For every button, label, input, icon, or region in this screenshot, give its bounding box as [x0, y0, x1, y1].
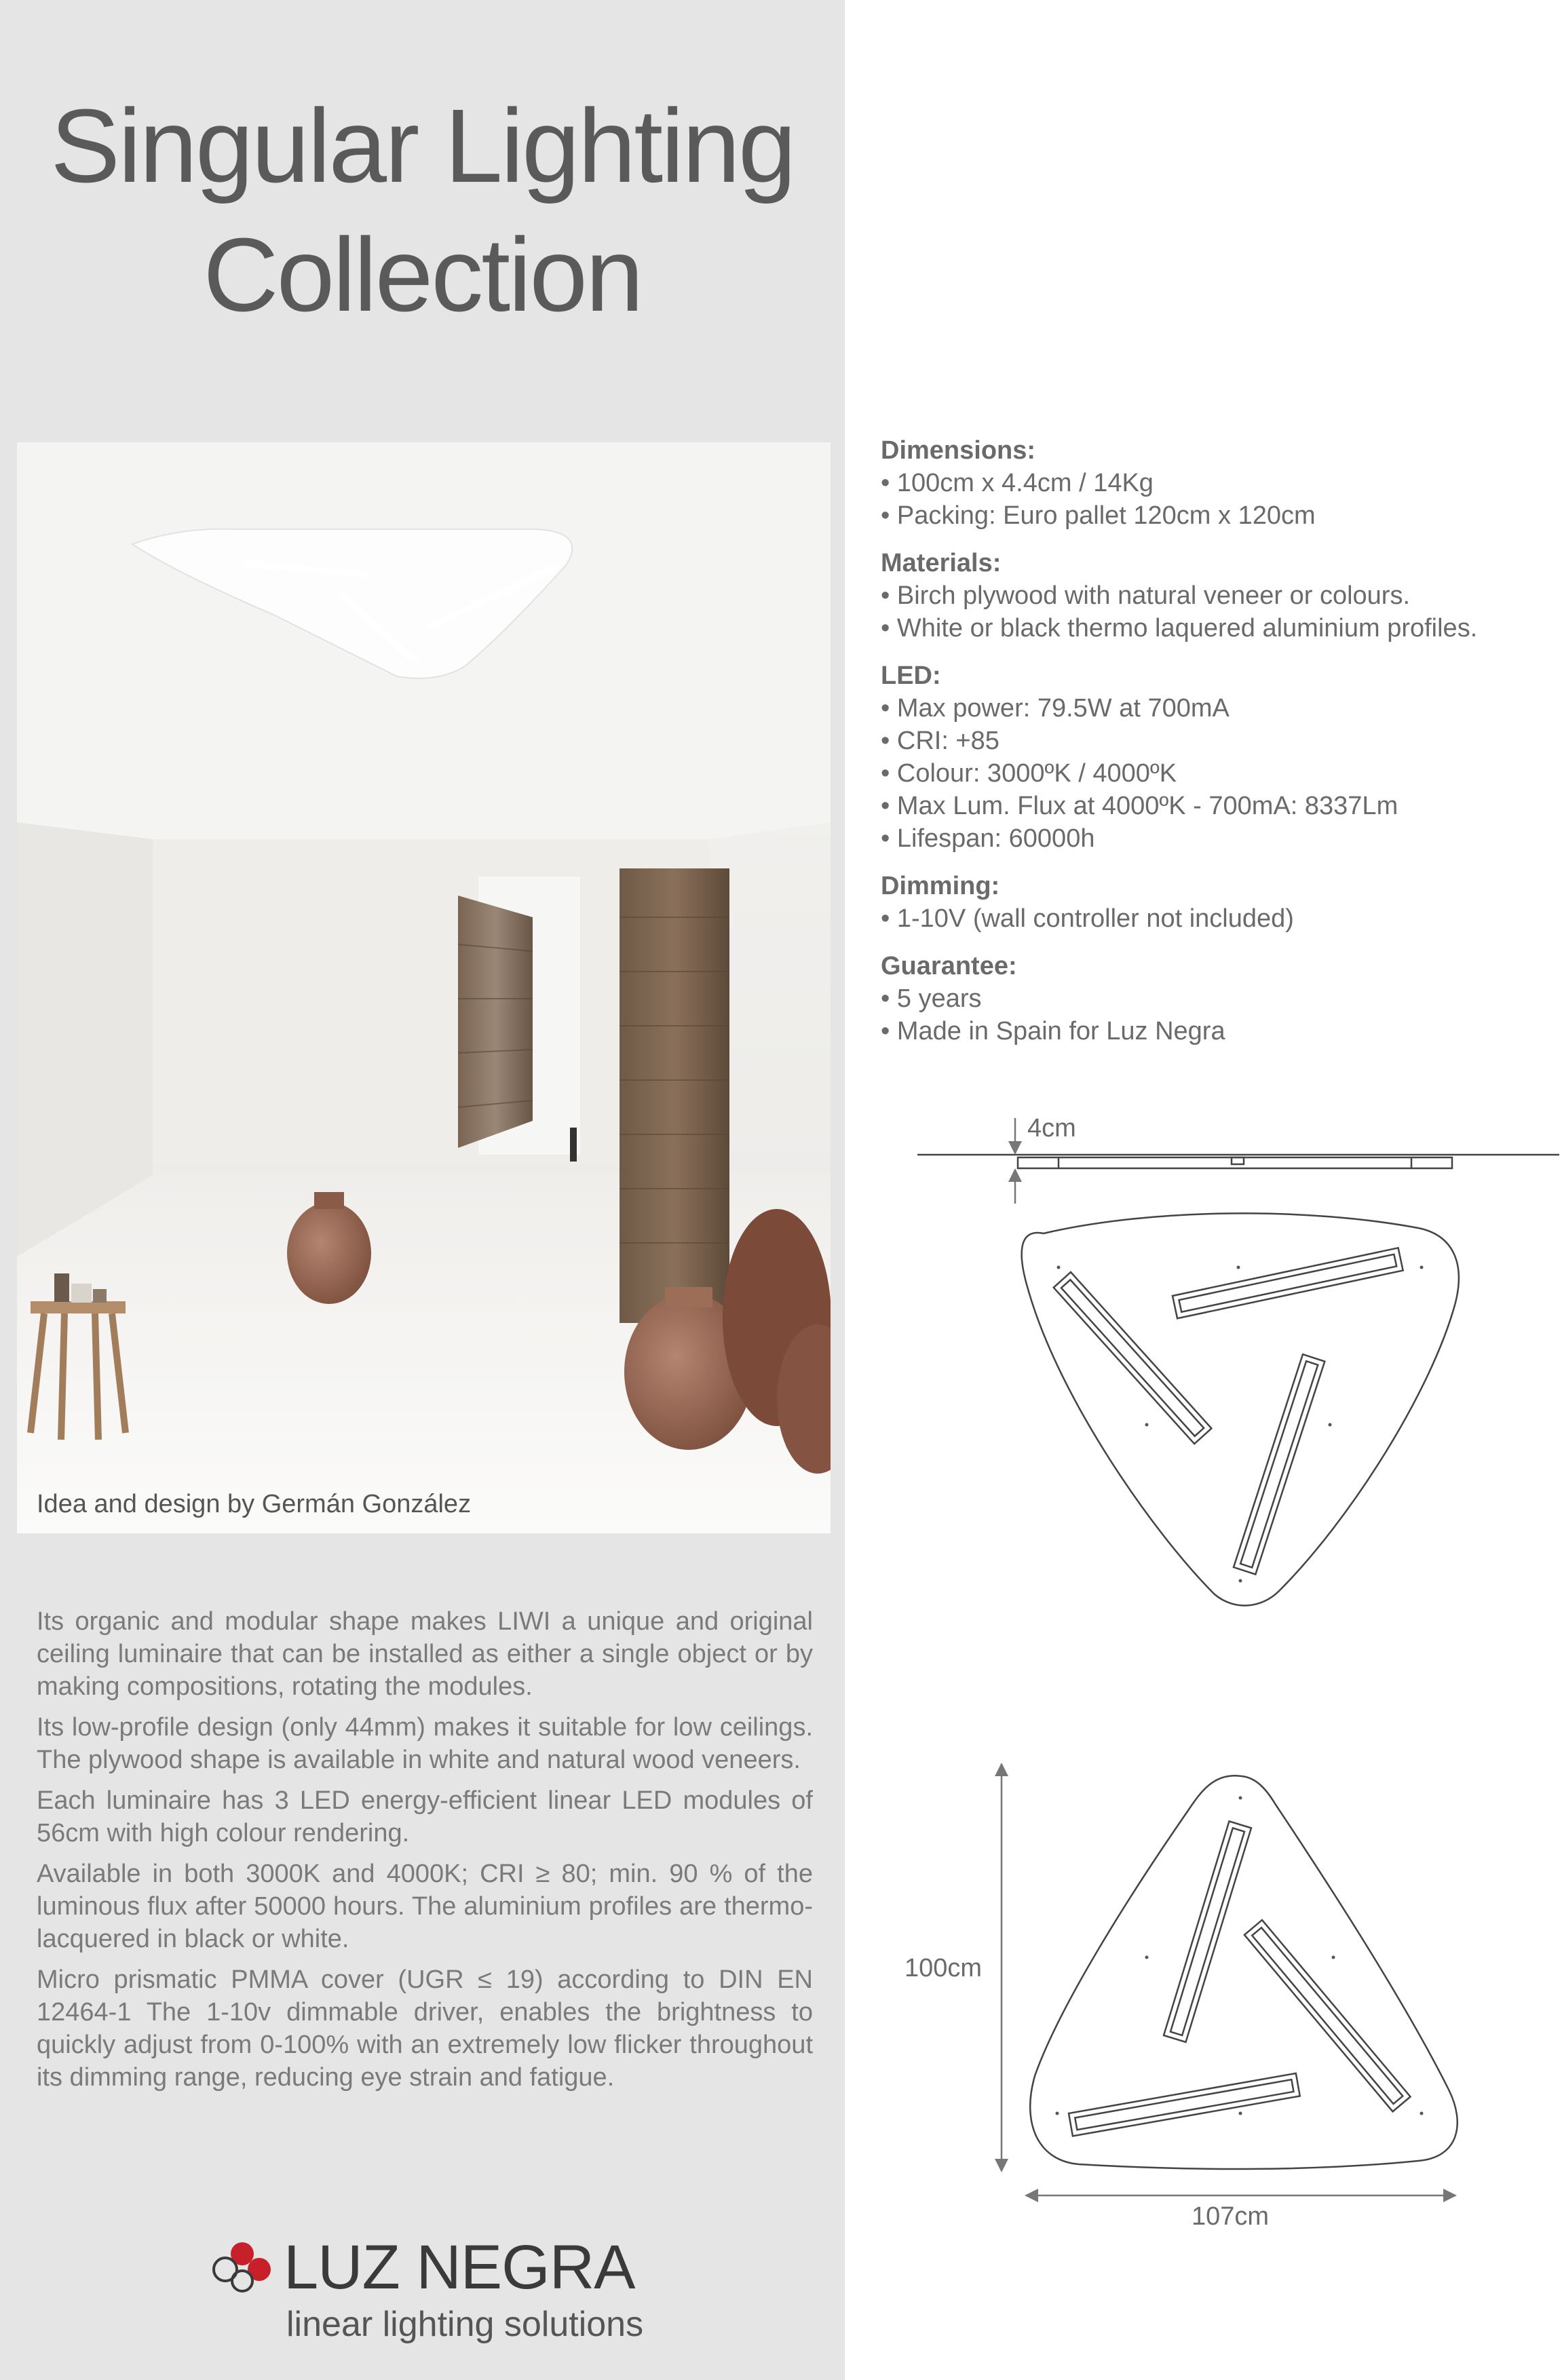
description-paragraph: Its low-profile design (only 44mm) makes it suitable for low ceilings. The plywood shape is available in white and natural wood veneers.: [37, 1713, 813, 1774]
logo-name: LUZ NEGRA: [284, 2233, 635, 2302]
title-line-1: Singular Lighting: [50, 88, 795, 204]
description-paragraph: Available in both 3000K and 4000K; CRI ≥ 80; min. 90 % of the luminous flux after 50000 hours. The aluminium profiles are thermo-lacquered in black or white.: [37, 1860, 813, 1953]
spec-heading: Dimming:: [881, 872, 1000, 900]
spec-item: • Packing: Euro pallet 120cm x 120cm: [881, 499, 1532, 532]
description-paragraph: Its organic and modular shape makes LIWI a unique and original ceiling luminaire that can be installed as either a single object or by making compositions, rotating the modules.: [37, 1607, 813, 1701]
thickness-label: 4cm: [1027, 1114, 1076, 1143]
spec-item: • Max power: 79.5W at 700mA: [881, 692, 1532, 725]
spec-item: • 100cm x 4.4cm / 14Kg: [881, 467, 1532, 499]
spec-heading: Guarantee:: [881, 952, 1017, 980]
spec-item: • Colour: 3000ºK / 4000ºK: [881, 757, 1532, 790]
title-line-2: Collection: [203, 216, 642, 333]
spec-heading: Dimensions:: [881, 436, 1036, 465]
width-label: 107cm: [1192, 2202, 1270, 2231]
height-label: 100cm: [904, 1954, 983, 1982]
spec-heading: Materials:: [881, 549, 1002, 577]
spec-item: • 1-10V (wall controller not included): [881, 902, 1532, 935]
spec-item: • Birch plywood with natural veneer or colours.: [881, 579, 1532, 612]
logo-tagline: linear lighting solutions: [286, 2305, 644, 2344]
spec-heading: LED:: [881, 661, 941, 690]
description-paragraph: Each luminaire has 3 LED energy-efficient linear LED modules of 56cm with high colour rendering.: [37, 1786, 813, 1847]
photo-credit: Idea and design by Germán González: [37, 1490, 472, 1518]
spec-item: • 5 years: [881, 982, 1532, 1015]
spec-item: • White or black thermo laquered aluminium profiles.: [881, 612, 1532, 645]
led-module: [1234, 1354, 1325, 1574]
side-profile: [1018, 1157, 1452, 1168]
description-paragraph: Micro prismatic PMMA cover (UGR ≤ 19) according to DIN EN 12464-1 The 1-10v dimmable driver, enables the brightness to quickly adjust from 0-100% with an extremely low flicker throughout its dimming range, reducing eye strain and fatigue.: [37, 1965, 813, 2092]
spec-item: • Lifespan: 60000h: [881, 822, 1532, 855]
spec-item: • CRI: +85: [881, 725, 1532, 757]
led-module: [1164, 1821, 1251, 2042]
led-module: [1069, 2073, 1300, 2136]
led-module: [1173, 1248, 1403, 1318]
spec-item: • Max Lum. Flux at 4000ºK - 700mA: 8337Lm: [881, 790, 1532, 822]
spec-item: • Made in Spain for Luz Negra: [881, 1015, 1532, 1048]
